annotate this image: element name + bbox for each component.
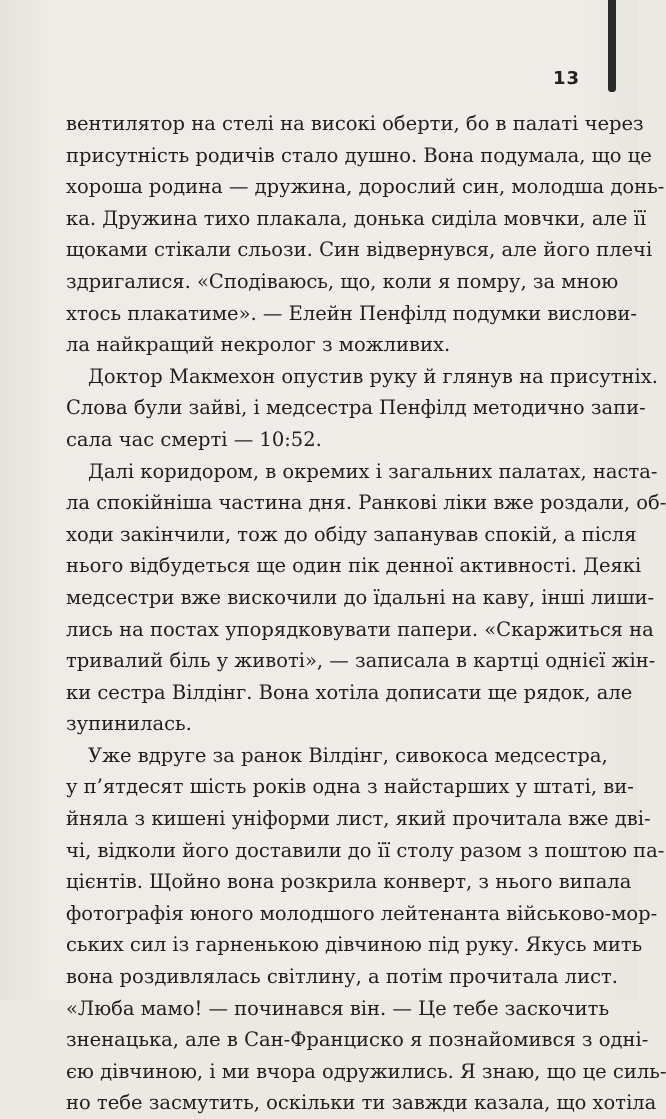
text-line: фотографія юного молодшого лейтенанта військово-мор- xyxy=(66,901,658,925)
text-line: но тебе засмутить, оскільки ти завжди казала, що хотіла xyxy=(66,1091,657,1115)
text-line: Доктор Макмехон опустив руку й глянув на присутніх. xyxy=(88,364,658,388)
text-line: присутність родичів стало душно. Вона подумала, що це xyxy=(66,143,652,167)
text-line: нього відбудеться ще один пік денної активності. Деякі xyxy=(66,554,642,578)
text-line: хороша родина — дружина, дорослий син, молодша донь- xyxy=(66,175,665,199)
text-line: ла спокійніша частина дня. Ранкові ліки вже роздали, об- xyxy=(66,491,666,515)
text-line: чі, відколи його доставили до її столу разом з поштою па- xyxy=(66,838,665,862)
body-text xyxy=(66,108,666,1119)
text-line: сала час смерті — 10:52. xyxy=(66,427,322,451)
text-line: йняла з кишені уніформи лист, який прочитала вже дві- xyxy=(66,807,651,831)
text-line: вентилятор на стелі на високі оберти, бо в палаті через xyxy=(66,112,644,135)
text-line: ходи закінчили, тож до обіду запанував спокій, а після xyxy=(66,522,637,546)
text-line: хтось плакатиме». — Елейн Пенфілд подумки вислови- xyxy=(66,301,637,325)
text-line: медсестри вже вискочили до їдальні на каву, інші лиши- xyxy=(66,585,655,609)
text-line: зненацька, але в Сан-Франциско я познайомився з одні- xyxy=(66,1028,649,1052)
text-line: здригалися. «Сподіваюсь, що, коли я помру, за мною xyxy=(66,269,619,293)
text-line: єю дівчиною, і ми вчора одружились. Я знаю, що це силь- xyxy=(66,1059,666,1083)
text-line: Уже вдруге за ранок Вілдінг, сивокоса медсестра, xyxy=(88,743,608,767)
book-edge-shadow xyxy=(608,0,616,92)
text-line: ки сестра Вілдінг. Вона хотіла дописати ще рядок, але xyxy=(66,680,633,704)
text-line: цієнтів. Щойно вона розкрила конверт, з нього випала xyxy=(66,870,632,894)
text-line: Слова були зайві, і медсестра Пенфілд методично запи- xyxy=(66,396,646,420)
page-number: 13 xyxy=(552,68,580,89)
text-line: Далі коридором, в окремих і загальних палатах, наста- xyxy=(88,459,658,483)
text-line: зупинилась. xyxy=(66,712,192,736)
text-line: ка. Дружина тихо плакала, донька сиділа мовчки, але її xyxy=(66,206,647,230)
text-line: щоками стікали сльози. Син відвернувся, але його плечі xyxy=(66,238,653,262)
text-line: «Люба мамо! — починався він. — Це тебе заскочить xyxy=(66,996,610,1020)
text-line: ських сил із гарненькою дівчиною під руку. Якусь мить xyxy=(66,933,643,957)
text-line: у п’ятдесят шість років одна з найстарших у штаті, ви- xyxy=(66,775,634,799)
text-line: вона роздивлялась світлину, а потім прочитала лист. xyxy=(66,965,618,989)
text-line: тривалий біль у животі», — записала в картці однієї жін- xyxy=(66,649,656,673)
text-line: лись на постах упорядковувати папери. «Скаржиться на xyxy=(66,617,654,641)
text-line: ла найкращий некролог з можливих. xyxy=(66,333,451,357)
